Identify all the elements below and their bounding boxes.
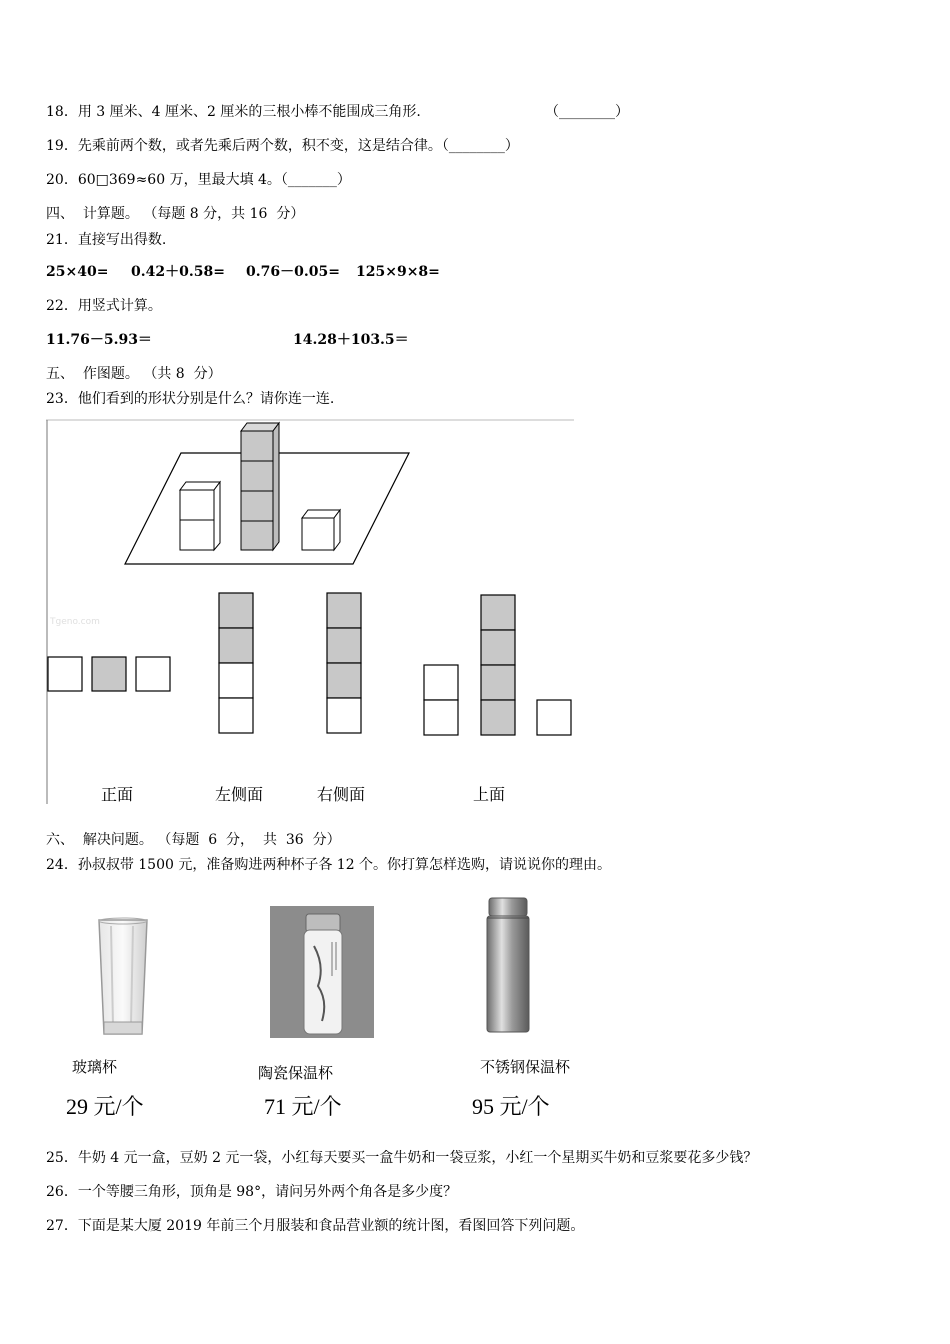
stainless-cup-icon bbox=[483, 896, 533, 1036]
left-side-view bbox=[219, 593, 253, 733]
question-26: 26．一个等腰三角形，顶角是 98°，请问另外两个角各是多少度？ bbox=[46, 1184, 458, 1200]
q21-item-1: 25×40= bbox=[46, 264, 109, 280]
ceramic-cup-price: 71 元/个 bbox=[264, 1094, 342, 1119]
question-25: 25．牛奶 4 元一盒，豆奶 2 元一袋，小红每天要买一盒牛奶和一袋豆浆，小红一个星期买牛奶和豆浆要花多少钱？ bbox=[46, 1150, 758, 1166]
ceramic-cup-icon bbox=[270, 906, 374, 1038]
q21-item-2: 0.42＋0.58= bbox=[131, 264, 225, 280]
question-19: 19．先乘前两个数，或者先乘后两个数，积不变，这是结合律。（________） bbox=[46, 138, 519, 154]
question-21: 21．直接写出得数. bbox=[46, 232, 167, 248]
q21-item-3: 0.76－0.05= bbox=[246, 264, 340, 280]
views-figure bbox=[46, 418, 576, 804]
label-top: 上面 bbox=[473, 785, 506, 804]
section-5-heading: 五、 作图题。 （共 8 分） bbox=[46, 366, 222, 382]
stainless-cup-price: 95 元/个 bbox=[472, 1094, 550, 1119]
label-right-side: 右侧面 bbox=[317, 785, 366, 804]
left-stack bbox=[180, 482, 220, 550]
question-18-blank: （________） bbox=[545, 104, 629, 120]
q21-item-4: 125×9×8= bbox=[356, 264, 440, 280]
middle-stack bbox=[241, 423, 279, 550]
question-27: 27．下面是某大厦 2019 年前三个月服装和食品营业额的统计图，看图回答下列问题。 bbox=[46, 1218, 585, 1234]
glass-cup-price: 29 元/个 bbox=[66, 1094, 144, 1119]
question-22: 22．用竖式计算。 bbox=[46, 298, 162, 314]
section-6-heading: 六、 解决问题。 （每题 6 分， 共 36 分） bbox=[46, 832, 341, 848]
top-view bbox=[424, 595, 571, 735]
right-stack bbox=[302, 510, 340, 550]
glass-cup-name: 玻璃杯 bbox=[72, 1058, 118, 1076]
cups-figure bbox=[60, 892, 620, 1122]
question-23: 23．他们看到的形状分别是什么？请你连一连. bbox=[46, 391, 335, 407]
watermark: Tgeno.com bbox=[50, 617, 100, 627]
ceramic-cup-name: 陶瓷保温杯 bbox=[258, 1064, 334, 1082]
right-side-view bbox=[327, 593, 361, 733]
question-18: 18．用 3 厘米、4 厘米、2 厘米的三根小棒不能围成三角形. bbox=[46, 104, 421, 120]
stainless-cup-name: 不锈钢保温杯 bbox=[480, 1058, 571, 1076]
q22-item-1: 11.76－5.93＝ bbox=[46, 332, 152, 348]
question-20: 20．60□369≈60 万，里最大填 4。（_______） bbox=[46, 172, 351, 188]
front-view bbox=[48, 657, 170, 691]
label-front: 正面 bbox=[101, 785, 134, 804]
views-diagram bbox=[46, 418, 576, 804]
label-left-side: 左侧面 bbox=[215, 785, 264, 804]
question-24: 24．孙叔叔带 1500 元，准备购进两种杯子各 12 个。你打算怎样选购，请说说你的理由。 bbox=[46, 857, 612, 873]
glass-cup-icon bbox=[93, 916, 153, 1041]
q22-item-2: 14.28＋103.5＝ bbox=[293, 332, 409, 348]
section-4-heading: 四、 计算题。 （每题 8 分，共 16 分） bbox=[46, 206, 305, 222]
